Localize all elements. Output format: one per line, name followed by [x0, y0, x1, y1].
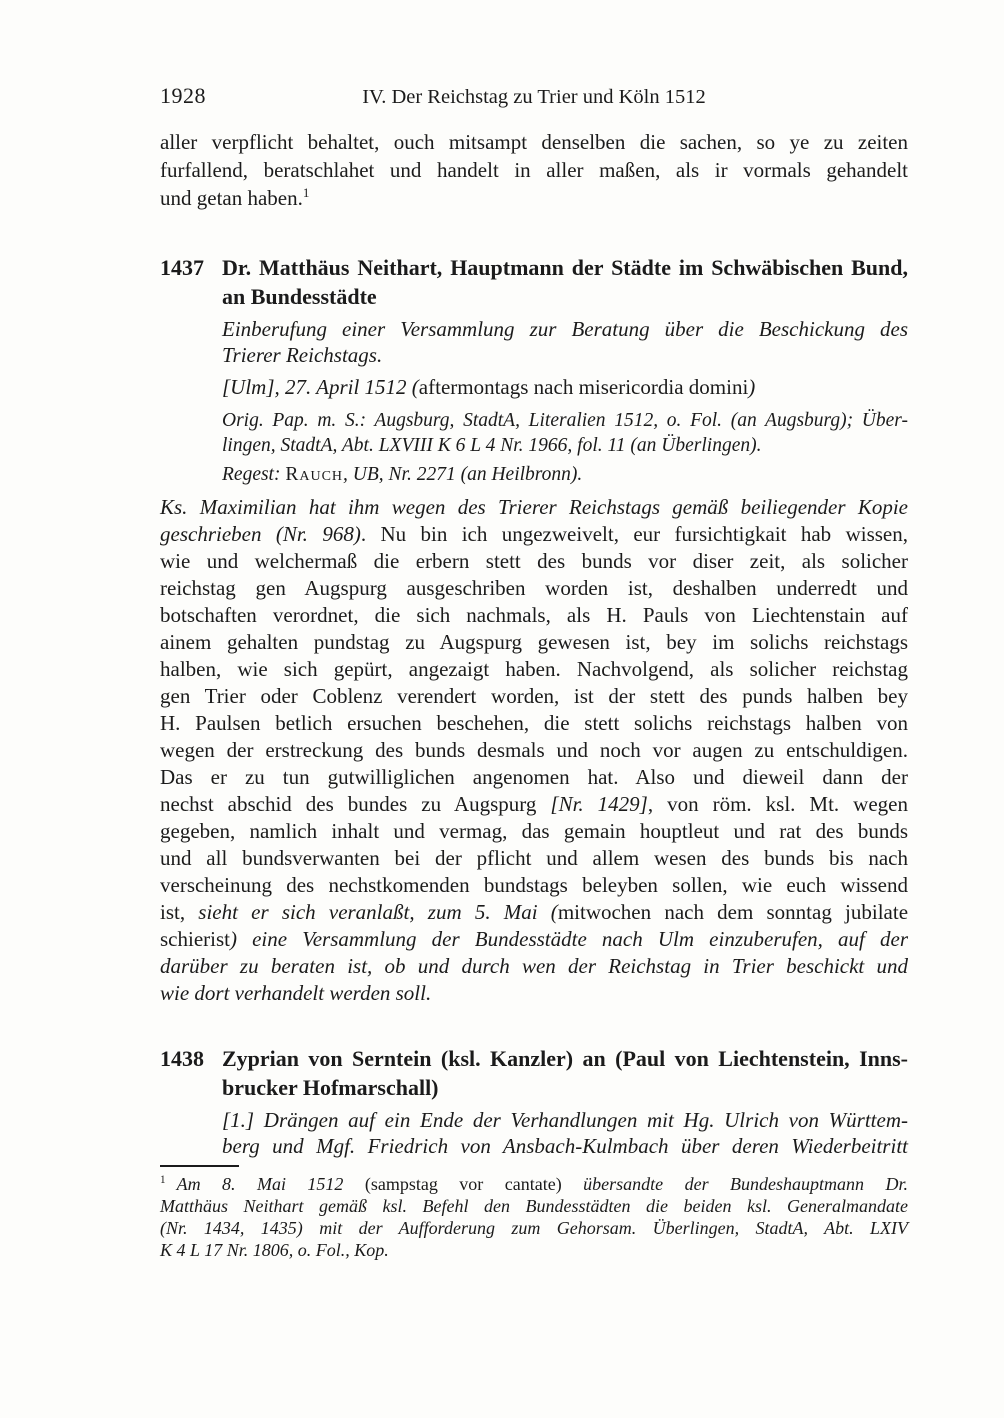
text-line: K 4 L 17 Nr. 1806, o. Fol., Kop. [160, 1240, 389, 1260]
text-line: $^1$ Am 8. Mai 1512 (sampstag vor cantate) übersandte der Bundeshauptmann Dr. [160, 1174, 909, 1194]
entry-1437 [160, 253, 908, 1007]
text-line: Zyprian von Serntein (ksl. Kanzler) an (Paul von Liechtenstein, Inns- [222, 1046, 908, 1071]
text-line: geschrieben (Nr. 968). Nu bin ich ungezweivelt, eur fursichtigkait hab wissen, [160, 522, 908, 546]
text-line: botschaften verordnet, die sich nachmals, als H. Pauls von Liechtenstain auf [160, 603, 908, 627]
entry-1438-number: 1438 [160, 1046, 204, 1071]
text-line: schierist) eine Versammlung der Bundesstädte nach Ulm einzuberufen, auf der [160, 927, 908, 951]
text-line: Dr. Matthäus Neithart, Hauptmann der Städte im Schwäbischen Bund, [222, 255, 908, 280]
running-head: IV. Der Reichstag zu Trier und Köln 1512 [362, 86, 706, 108]
text-line: Einberufung einer Versammlung zur Beratung über die Beschickung des [222, 317, 908, 341]
text-line: gegeben, namlich inhalt und vermag, das gemain houptleut und rat des bunds [160, 819, 908, 843]
page-number: 1928 [160, 83, 206, 108]
text-line: und getan haben.$^1$ [160, 185, 310, 210]
text-line: (Nr. 1434, 1435) mit der Aufforderung zum Gehorsam. Überlingen, StadtA, Abt. LXIV [160, 1218, 908, 1238]
text-line: gen Trier oder Coblenz verendert worden, ist der stett des punds halben bey [160, 684, 908, 708]
entry-1437-dateline [222, 374, 908, 400]
text-line: lingen, StadtA, Abt. LXVIII K 6 L 4 Nr. 1966, fol. 11 (an Überlingen). [222, 435, 762, 456]
text-line: Matthäus Neithart gemäß ksl. Befehl den Bundesstädten die beiden ksl. Generalmandate [160, 1196, 908, 1216]
text-line: ainem gehalten pundstag zu Augspurg gewesen ist, bey im solichs reichstags [160, 630, 908, 654]
entry-1438-summary [222, 1107, 908, 1159]
text-line: Das er zu tun gutwilliglichen angenomen hat. Also und dieweil dann der [160, 765, 908, 789]
text-line: ist, sieht er sich veranlaßt, zum 5. Mai (mitwochen nach dem sonntag jubilate [160, 900, 909, 924]
text-line: wie und welchermaß die erbern stett des bunds vor diser zeit, als solicher [160, 549, 908, 573]
text-line: brucker Hofmarschall) [222, 1075, 439, 1100]
text-line: Regest: Rauch, UB, Nr. 2271 (an Heilbronn). [222, 464, 583, 485]
text-line: reichstag gen Augspurg ausgeschriben worden ist, deshalben underredt und [160, 576, 908, 600]
text-line: nechst abschid des bundes zu Augspurg [Nr. 1429], von röm. ksl. Mt. wegen [160, 792, 908, 816]
text-line: Orig. Pap. m. S.: Augsburg, StadtA, Literalien 1512, o. Fol. (an Augsburg); Über- [222, 410, 908, 431]
text-line: [1.] Drängen auf ein Ende der Verhandlungen mit Hg. Ulrich von Württem- [222, 1108, 908, 1132]
entry-1437-regest [222, 462, 908, 487]
page-header [160, 84, 908, 110]
text-line: verscheinung des nechstkomenden bundstags beleyben sollen, wie euch wissend [160, 873, 908, 897]
text-line: H. Paulsen betlich ersuchen beschehen, die stett solichs reichstags halben von [160, 711, 908, 735]
entry-1437-summary [222, 316, 908, 368]
footnote-separator [160, 1165, 239, 1167]
text-line: wegen der erstreckung des bunds desmals und noch vor augen zu entschuldigen. [160, 738, 908, 762]
entry-1437-title [222, 253, 908, 311]
text-line: furfallend, beratschlahet und handelt in aller maßen, als ir vormals gehandelt [160, 158, 908, 182]
entry-1437-number: 1437 [160, 255, 204, 280]
intro-paragraph [160, 128, 908, 212]
text-line: halben, wie sich gepürt, angezaigt haben. Nachvolgend, als solicher reichstag [160, 657, 908, 681]
text-line: Ks. Maximilian hat ihm wegen des Trierer Reichstags gemäß beiliegender Kopie [160, 495, 908, 519]
text-line: an Bundesstädte [222, 284, 377, 309]
entry-1438-heading [160, 1044, 908, 1102]
entry-1438 [160, 1044, 908, 1159]
entry-1437-heading [160, 253, 908, 311]
footnote [160, 1173, 908, 1261]
entry-1438-title [222, 1044, 908, 1102]
text-line: wie dort verhandelt werden soll. [160, 981, 432, 1005]
entry-1437-provenance [222, 408, 908, 458]
text-line: darüber zu beraten ist, ob und durch wen der Reichstag in Trier beschickt und [160, 954, 908, 978]
text-line: berg und Mgf. Friedrich von Ansbach-Kulmbach über deren Wiederbeitritt [222, 1134, 908, 1158]
text-line: aller verpflicht behaltet, ouch mitsampt denselben die sachen, so ye zu zeiten [160, 130, 908, 154]
text-line: [Ulm], 27. April 1512 (aftermontags nach misericordia domini) [222, 375, 756, 399]
text-line: Trierer Reichstags. [222, 343, 383, 367]
entry-1437-body [160, 494, 908, 1007]
text-line: und all bundsverwanten bei der pflicht und allem wesen des bunds bis nach [160, 846, 908, 870]
